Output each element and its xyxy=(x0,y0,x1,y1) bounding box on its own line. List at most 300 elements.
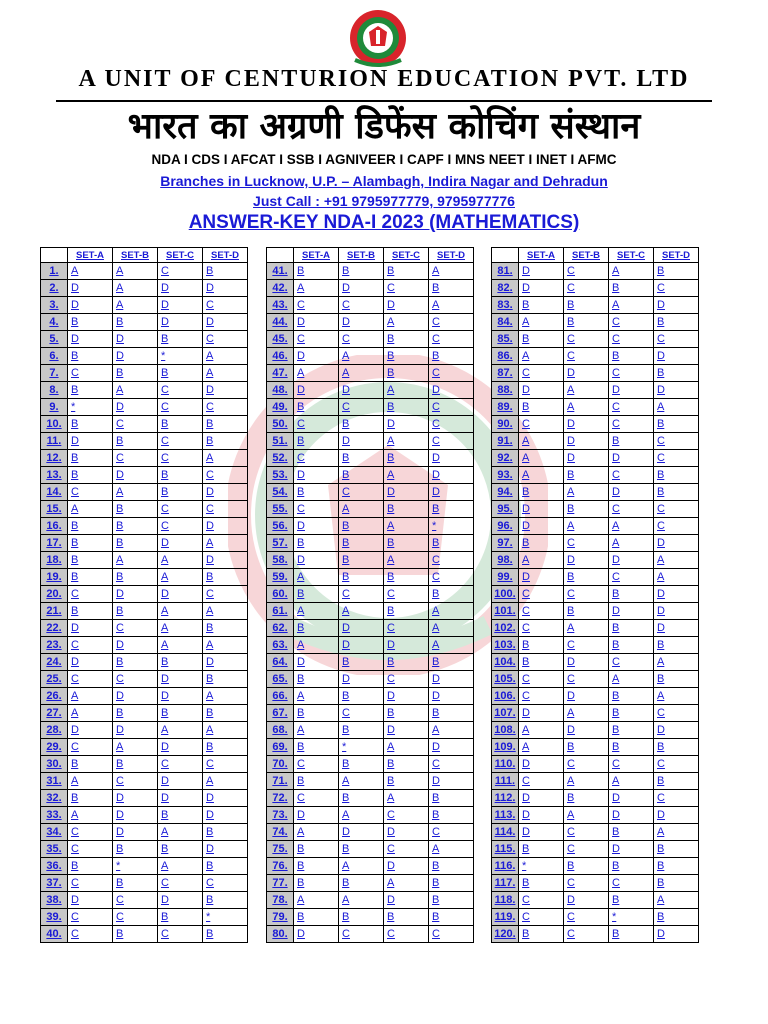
answer-cell: A xyxy=(203,773,248,790)
answer-cell: D xyxy=(158,773,203,790)
answer-cell: D xyxy=(203,654,248,671)
answer-cell: A xyxy=(294,637,339,654)
question-number: 103. xyxy=(492,637,519,654)
question-number: 20. xyxy=(41,586,68,603)
table-row xyxy=(41,739,248,756)
table-row xyxy=(492,280,699,297)
answer-cell: C xyxy=(339,705,384,722)
answer-cell: B xyxy=(158,416,203,433)
answer-cell: B xyxy=(519,297,564,314)
answer-cell: C xyxy=(339,399,384,416)
answer-cell: C xyxy=(203,875,248,892)
answer-cell: A xyxy=(564,807,609,824)
answer-cell: C xyxy=(294,331,339,348)
answer-cell: A xyxy=(519,467,564,484)
question-number: 83. xyxy=(492,297,519,314)
question-number: 99. xyxy=(492,569,519,586)
table-row xyxy=(41,858,248,875)
answer-cell: B xyxy=(429,280,474,297)
answer-cell: C xyxy=(294,297,339,314)
answer-cell: D xyxy=(158,535,203,552)
answer-cell: C xyxy=(609,569,654,586)
question-number: 15. xyxy=(41,501,68,518)
answer-cell: B xyxy=(609,688,654,705)
set-header-cell: SET-A xyxy=(519,248,564,263)
table-row xyxy=(492,705,699,722)
question-number: 40. xyxy=(41,926,68,943)
branches-link[interactable]: Branches in Lucknow, U.P. – Alambagh, Indira Nagar and Dehradun xyxy=(160,173,608,189)
table-row xyxy=(41,501,248,518)
table-row xyxy=(267,807,474,824)
answer-cell: B xyxy=(384,773,429,790)
answer-cell: C xyxy=(609,399,654,416)
answer-cell: C xyxy=(158,263,203,280)
question-number: 107. xyxy=(492,705,519,722)
question-number: 116. xyxy=(492,858,519,875)
answer-cell: B xyxy=(564,314,609,331)
answer-cell: A xyxy=(654,399,699,416)
question-number: 54. xyxy=(267,484,294,501)
answer-cell: * xyxy=(429,518,474,535)
answer-cell: C xyxy=(654,331,699,348)
table-row xyxy=(492,773,699,790)
answer-cell: A xyxy=(68,807,113,824)
answer-cell: D xyxy=(203,807,248,824)
table-row xyxy=(492,518,699,535)
answer-cell: D xyxy=(609,450,654,467)
answer-cell: D xyxy=(609,382,654,399)
question-number: 87. xyxy=(492,365,519,382)
answer-cell: B xyxy=(339,552,384,569)
answer-table-1 xyxy=(40,247,248,943)
answer-cell: A xyxy=(68,705,113,722)
answer-cell: B xyxy=(158,467,203,484)
page-title: ANSWER-KEY NDA-I 2023 (MATHEMATICS) xyxy=(188,212,580,233)
table-row xyxy=(492,450,699,467)
question-number: 23. xyxy=(41,637,68,654)
answer-cell: C xyxy=(519,688,564,705)
table-row xyxy=(41,620,248,637)
table-row xyxy=(492,365,699,382)
answer-cell: C xyxy=(203,467,248,484)
table-row xyxy=(41,348,248,365)
table-row xyxy=(492,399,699,416)
answer-cell: A xyxy=(203,722,248,739)
table-row xyxy=(267,824,474,841)
answer-cell: D xyxy=(609,484,654,501)
question-number: 44. xyxy=(267,314,294,331)
answer-cell: B xyxy=(654,263,699,280)
question-number: 81. xyxy=(492,263,519,280)
answer-cell: D xyxy=(113,824,158,841)
answer-cell: D xyxy=(113,348,158,365)
question-number: 85. xyxy=(492,331,519,348)
answer-cell: A xyxy=(384,552,429,569)
answer-cell: B xyxy=(429,807,474,824)
answer-cell: C xyxy=(519,586,564,603)
answer-cell: C xyxy=(519,416,564,433)
answer-cell: C xyxy=(339,586,384,603)
answer-cell: D xyxy=(654,382,699,399)
answer-cell: A xyxy=(113,263,158,280)
answer-cell: C xyxy=(429,569,474,586)
answer-cell: A xyxy=(113,484,158,501)
answer-cell: B xyxy=(564,467,609,484)
answer-cell: B xyxy=(609,722,654,739)
answer-cell: B xyxy=(339,467,384,484)
answer-cell: A xyxy=(384,467,429,484)
answer-cell: B xyxy=(429,586,474,603)
answer-cell: B xyxy=(654,671,699,688)
answer-cell: D xyxy=(113,637,158,654)
answer-cell: B xyxy=(339,518,384,535)
answer-cell: C xyxy=(564,637,609,654)
table-row xyxy=(492,807,699,824)
answer-cell: D xyxy=(384,637,429,654)
question-number: 26. xyxy=(41,688,68,705)
answer-cell: D xyxy=(68,892,113,909)
answer-cell: A xyxy=(294,603,339,620)
answer-cell: B xyxy=(609,348,654,365)
answer-cell: A xyxy=(654,552,699,569)
answer-cell: A xyxy=(294,280,339,297)
answer-cell: B xyxy=(68,382,113,399)
table-row xyxy=(267,552,474,569)
answer-cell: D xyxy=(519,382,564,399)
answer-cell: D xyxy=(429,739,474,756)
answer-cell: D xyxy=(654,926,699,943)
answer-cell: D xyxy=(203,790,248,807)
table-row xyxy=(267,654,474,671)
table-row xyxy=(41,603,248,620)
answer-cell: A xyxy=(519,314,564,331)
answer-cell: C xyxy=(294,756,339,773)
answer-cell: C xyxy=(68,926,113,943)
table-row xyxy=(41,297,248,314)
answer-cell: A xyxy=(609,297,654,314)
table-row xyxy=(492,416,699,433)
answer-cell: D xyxy=(519,705,564,722)
answer-cell: A xyxy=(519,739,564,756)
question-number: 56. xyxy=(267,518,294,535)
answer-cell: C xyxy=(654,790,699,807)
answer-cell: C xyxy=(429,756,474,773)
answer-cell: A xyxy=(609,535,654,552)
answer-cell: C xyxy=(68,739,113,756)
answer-cell: B xyxy=(294,841,339,858)
answer-cell: C xyxy=(384,280,429,297)
question-number: 45. xyxy=(267,331,294,348)
answer-cell: C xyxy=(203,586,248,603)
answer-cell: B xyxy=(429,348,474,365)
answer-cell: A xyxy=(203,365,248,382)
answer-cell: A xyxy=(564,705,609,722)
table-row xyxy=(41,518,248,535)
answer-cell: A xyxy=(564,484,609,501)
answer-table-2 xyxy=(266,247,474,943)
answer-cell: C xyxy=(68,824,113,841)
answer-cell: A xyxy=(384,382,429,399)
answer-cell: * xyxy=(339,739,384,756)
table-row xyxy=(267,280,474,297)
answer-cell: C xyxy=(564,926,609,943)
answer-cell: D xyxy=(519,824,564,841)
answer-cell: A xyxy=(654,824,699,841)
answer-cell: B xyxy=(294,875,339,892)
answer-cell: C xyxy=(429,331,474,348)
table-row xyxy=(41,467,248,484)
answer-cell: C xyxy=(564,756,609,773)
answer-cell: A xyxy=(384,739,429,756)
answer-cell: B xyxy=(68,535,113,552)
answer-cell: D xyxy=(113,688,158,705)
set-header-cell: SET-B xyxy=(564,248,609,263)
question-number: 98. xyxy=(492,552,519,569)
answer-cell: B xyxy=(429,501,474,518)
answer-cell: C xyxy=(113,909,158,926)
answer-cell: * xyxy=(203,909,248,926)
answer-cell: B xyxy=(203,739,248,756)
question-number: 89. xyxy=(492,399,519,416)
answer-cell: C xyxy=(384,586,429,603)
answer-cell: A xyxy=(564,518,609,535)
question-number: 37. xyxy=(41,875,68,892)
question-number: 35. xyxy=(41,841,68,858)
answer-cell: B xyxy=(654,467,699,484)
answer-cell: B xyxy=(654,858,699,875)
answer-cell: A xyxy=(519,348,564,365)
answer-cell: B xyxy=(384,535,429,552)
table-row xyxy=(267,722,474,739)
table-row xyxy=(41,569,248,586)
question-number: 52. xyxy=(267,450,294,467)
answer-cell: D xyxy=(113,807,158,824)
answer-cell: A xyxy=(429,297,474,314)
answer-cell: C xyxy=(609,654,654,671)
answer-cell: B xyxy=(294,433,339,450)
answer-cell: B xyxy=(609,637,654,654)
answer-cell: C xyxy=(609,756,654,773)
answer-cell: A xyxy=(113,297,158,314)
answer-cell: D xyxy=(654,348,699,365)
answer-cell: C xyxy=(429,926,474,943)
answer-cell: B xyxy=(339,654,384,671)
answer-cell: B xyxy=(158,365,203,382)
answer-cell: B xyxy=(294,773,339,790)
answer-cell: D xyxy=(654,620,699,637)
answer-cell: B xyxy=(113,841,158,858)
answer-cell: B xyxy=(294,620,339,637)
answer-cell: D xyxy=(654,722,699,739)
question-number: 32. xyxy=(41,790,68,807)
answer-cell: B xyxy=(113,365,158,382)
answer-cell: C xyxy=(158,518,203,535)
table-row xyxy=(41,892,248,909)
table-row xyxy=(267,637,474,654)
answer-cell: B xyxy=(203,433,248,450)
answer-cell: C xyxy=(294,501,339,518)
question-number: 9. xyxy=(41,399,68,416)
answer-cell: B xyxy=(564,858,609,875)
contact-numbers[interactable]: Just Call : +91 9795977779, 9795977776 xyxy=(253,193,515,209)
answer-cell: D xyxy=(564,552,609,569)
answer-cell: D xyxy=(68,620,113,637)
answer-cell: C xyxy=(68,586,113,603)
answer-cell: B xyxy=(158,331,203,348)
question-number: 3. xyxy=(41,297,68,314)
answer-cell: D xyxy=(519,280,564,297)
answer-cell: A xyxy=(339,365,384,382)
table-row xyxy=(267,535,474,552)
question-number: 65. xyxy=(267,671,294,688)
question-number: 59. xyxy=(267,569,294,586)
question-number: 69. xyxy=(267,739,294,756)
answer-cell: B xyxy=(339,875,384,892)
answer-cell: A xyxy=(519,450,564,467)
answer-cell: D xyxy=(68,433,113,450)
table-row xyxy=(267,756,474,773)
table-row xyxy=(267,841,474,858)
answer-cell: B xyxy=(384,450,429,467)
answer-cell: B xyxy=(339,416,384,433)
answer-cell: C xyxy=(564,263,609,280)
answer-cell: B xyxy=(564,297,609,314)
set-header-cell: SET-C xyxy=(158,248,203,263)
answer-cell: B xyxy=(429,858,474,875)
question-number: 106. xyxy=(492,688,519,705)
answer-cell: D xyxy=(564,654,609,671)
table-row xyxy=(492,382,699,399)
answer-cell: C xyxy=(519,892,564,909)
table-row xyxy=(41,263,248,280)
answer-cell: B xyxy=(384,603,429,620)
answer-cell: A xyxy=(429,841,474,858)
answer-cell: D xyxy=(654,535,699,552)
answer-cell: A xyxy=(609,773,654,790)
answer-table-3 xyxy=(491,247,699,943)
answer-cell: B xyxy=(68,756,113,773)
answer-cell: D xyxy=(384,297,429,314)
answer-cell: A xyxy=(609,671,654,688)
answer-cell: C xyxy=(429,433,474,450)
answer-cell: B xyxy=(294,909,339,926)
table-row xyxy=(267,331,474,348)
table-row xyxy=(492,756,699,773)
answer-cell: B xyxy=(294,535,339,552)
question-number: 8. xyxy=(41,382,68,399)
answer-cell: D xyxy=(158,739,203,756)
answer-cell: C xyxy=(654,433,699,450)
question-number: 22. xyxy=(41,620,68,637)
answer-cell: C xyxy=(113,416,158,433)
answer-cell: B xyxy=(203,892,248,909)
answer-cell: D xyxy=(294,552,339,569)
table-row xyxy=(267,773,474,790)
table-row xyxy=(492,297,699,314)
answer-cell: A xyxy=(609,263,654,280)
answer-cell: A xyxy=(158,858,203,875)
table-row xyxy=(41,841,248,858)
answer-cell: B xyxy=(68,603,113,620)
answer-cell: C xyxy=(564,671,609,688)
hindi-tagline: भारत का अग्रणी डिफेंस कोचिंग संस्थान xyxy=(127,106,641,147)
question-number: 53. xyxy=(267,467,294,484)
answer-cell: B xyxy=(519,484,564,501)
header-blank-cell xyxy=(41,248,68,263)
question-number: 25. xyxy=(41,671,68,688)
question-number: 51. xyxy=(267,433,294,450)
table-header-row xyxy=(267,248,474,263)
answer-cell: C xyxy=(564,586,609,603)
answer-cell: C xyxy=(609,501,654,518)
question-number: 66. xyxy=(267,688,294,705)
answer-cell: C xyxy=(564,841,609,858)
set-header-cell: SET-D xyxy=(203,248,248,263)
table-row xyxy=(492,909,699,926)
answer-cell: B xyxy=(203,705,248,722)
table-row xyxy=(41,365,248,382)
answer-cell: B xyxy=(429,654,474,671)
answer-cell: A xyxy=(384,433,429,450)
answer-cell: B xyxy=(113,518,158,535)
answer-cell: C xyxy=(113,773,158,790)
answer-cell: D xyxy=(68,297,113,314)
question-number: 36. xyxy=(41,858,68,875)
answer-cell: A xyxy=(113,382,158,399)
answer-cell: A xyxy=(113,739,158,756)
answer-cell: B xyxy=(68,790,113,807)
answer-cell: D xyxy=(564,416,609,433)
table-row xyxy=(41,688,248,705)
table-row xyxy=(492,841,699,858)
question-number: 118. xyxy=(492,892,519,909)
question-number: 29. xyxy=(41,739,68,756)
table-row xyxy=(492,671,699,688)
answer-cell: C xyxy=(654,518,699,535)
answer-cell: A xyxy=(294,722,339,739)
answer-cell: D xyxy=(384,688,429,705)
answer-cell: B xyxy=(654,637,699,654)
answer-cell: D xyxy=(519,263,564,280)
question-number: 39. xyxy=(41,909,68,926)
question-number: 90. xyxy=(492,416,519,433)
answer-cell: B xyxy=(564,501,609,518)
answer-cell: B xyxy=(654,773,699,790)
question-number: 19. xyxy=(41,569,68,586)
answer-cell: D xyxy=(294,926,339,943)
answer-cell: B xyxy=(384,348,429,365)
answer-cell: C xyxy=(384,841,429,858)
answer-cell: A xyxy=(339,773,384,790)
question-number: 41. xyxy=(267,263,294,280)
answer-cell: B xyxy=(429,535,474,552)
answer-cell: B xyxy=(68,416,113,433)
answer-cell: A xyxy=(158,620,203,637)
answer-cell: B xyxy=(294,739,339,756)
table-row xyxy=(41,586,248,603)
answer-cell: D xyxy=(158,586,203,603)
table-row xyxy=(267,382,474,399)
answer-cell: C xyxy=(158,875,203,892)
question-number: 96. xyxy=(492,518,519,535)
question-number: 13. xyxy=(41,467,68,484)
table-row xyxy=(267,484,474,501)
answer-cell: D xyxy=(609,841,654,858)
question-number: 100. xyxy=(492,586,519,603)
answer-cell: D xyxy=(609,552,654,569)
answer-cell: C xyxy=(158,756,203,773)
question-number: 68. xyxy=(267,722,294,739)
